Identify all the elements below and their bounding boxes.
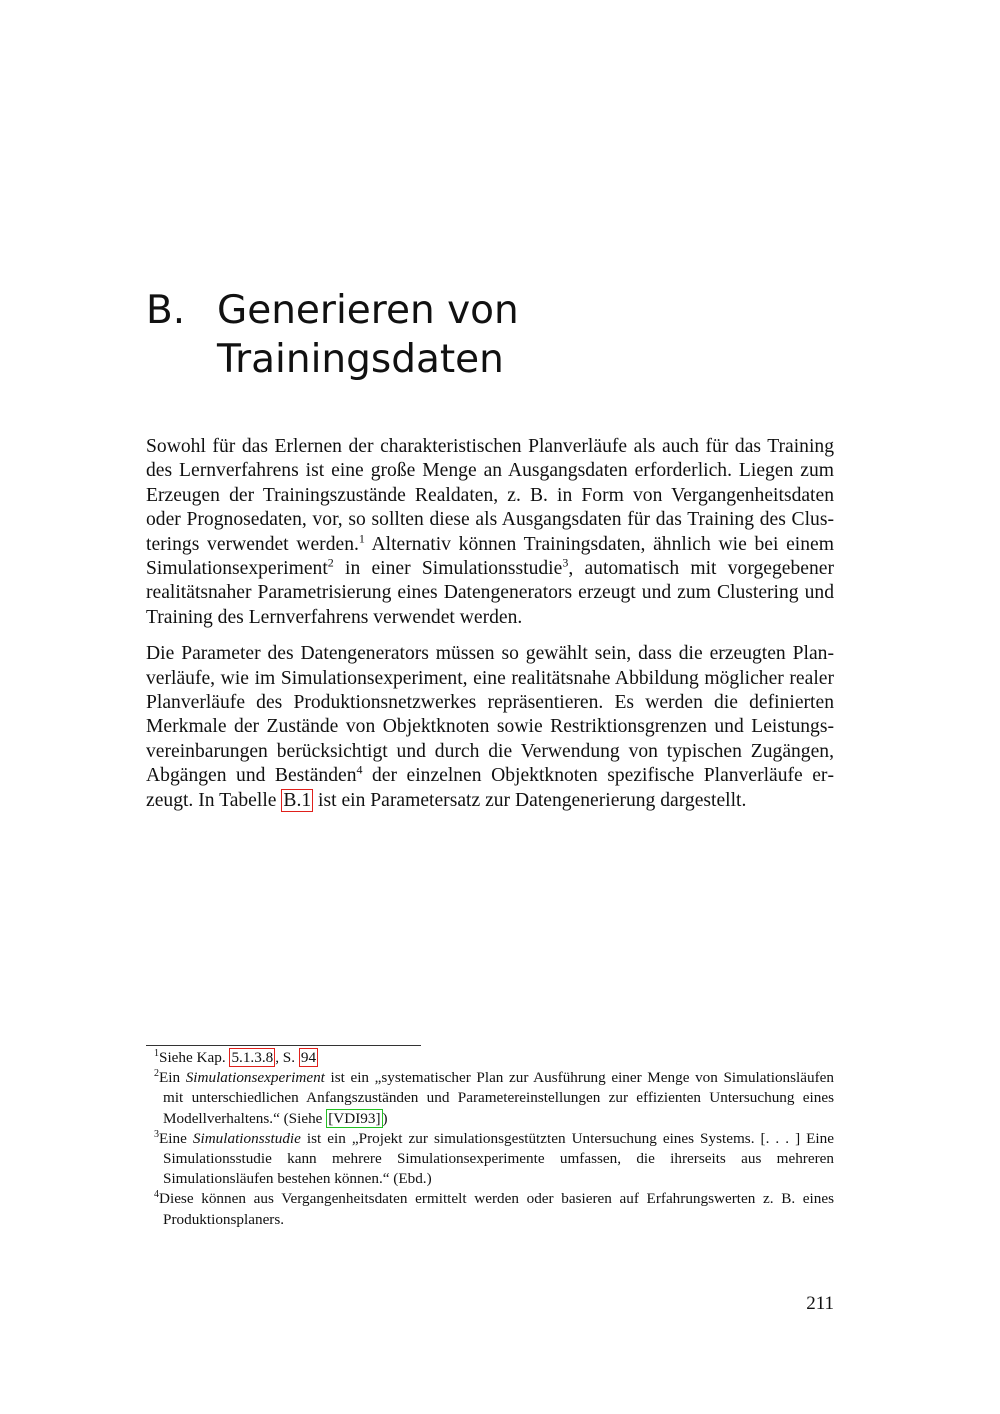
page-reference-link[interactable]: 94 xyxy=(300,1049,317,1066)
footnote-marker-2[interactable]: 2 xyxy=(327,555,334,570)
footnote-3: $^3$Eine Simulationsstudie ist ein „Projekt zur simulationsgestützten Untersuchung eines Systems. [. . . ] Eine Simulationsstudie kann mehrere Simulationsexperimente umfassen, die ihrerseits aus mehreren Simulationsläufen bestehen können.“ (Ebd.) xyxy=(154,1128,834,1188)
body-text xyxy=(146,435,834,825)
footnote-marker-1[interactable]: 1 xyxy=(358,531,365,546)
chapter-number: B. xyxy=(146,288,186,333)
chapter-title-line-2: Trainingsdaten xyxy=(217,337,504,382)
footnote-2: $^2$Ein Simulationsexperiment ist ein „systematischer Plan zur Ausführung einer Menge von Simulationsläufen mit unterschiedlichen Anfangszuständen und Parametereinstellungen zur effizienten Untersuchung eines Modellverhaltens.“ (Siehe [VDI93] ) xyxy=(154,1068,834,1127)
paragraph-2: Die Parameter des Datengenerators müssen so gewählt sein, dass die erzeugten Planverläufe, wie im Simulationsexperiment, eine realitätsnahe Abbildung möglicher realer Planverläufe des Produktionsnetzwerkes repräsentieren. Es werden die definierten Merkmale der Zustände von Objektknoten sowie Restriktionsgrenzen und Leistungsvereinbarungen berücksichtigt und durch die Verwendung von typischen Zugängen, Abgängen und Beständen$^4$ der einzelnen Objektknoten spezifische Planverläufe erzeugt. In Tabelle B.1 ist ein Parametersatz zur Datengenerierung dargestellt. xyxy=(146,643,834,811)
chapter-reference-link[interactable]: 5.1.3.8 xyxy=(231,1049,274,1066)
chapter-heading xyxy=(146,286,866,384)
footnote-1: $^1$Siehe Kap. 5.1.3.8 , S. 94 xyxy=(154,1047,317,1066)
footnote-marker-3[interactable]: 3 xyxy=(562,555,569,570)
page-number: 211 xyxy=(806,1293,834,1314)
citation-link-vdi93[interactable]: [VDI93] xyxy=(328,1109,381,1127)
table-reference-link[interactable]: B.1 xyxy=(283,789,312,811)
footnote-4: $^4$Diese können aus Vergangenheitsdaten ermittelt werden oder basieren auf Erfahrungswerten z. B. eines Produktionsplaners. xyxy=(154,1189,834,1228)
footnote-separator xyxy=(146,1045,421,1046)
footnotes xyxy=(146,1048,834,1230)
footnote-marker-4[interactable]: 4 xyxy=(356,762,363,777)
term-simulationsstudie: Simulationsstudie xyxy=(192,1129,301,1147)
paragraph-1: Sowohl für das Erlernen der charakteristischen Planverläufe als auch für das Training des Lernverfahrens ist eine große Menge an Ausgangsdaten erforderlich. Liegen zum Erzeugen der Trainingszustände Realdaten, z. B. in Form von Vergangenheitsdaten oder Prognosedaten, vor, so sollten diese als Ausgangsdaten für das Training des Clusterings verwendet werden.$^1$ Alternativ können Trainingsdaten, ähnlich wie bei einem Simulationsexperiment$^2$ in einer Simulationsstudie$^3$, automatisch mit vorgegebener realitätsnaher Parametrisierung eines Datengenerators erzeugt und zum Clustering und Training des Lernverfahrens verwendet werden. xyxy=(146,436,834,628)
term-simulationsexperiment: Simulationsexperiment xyxy=(185,1069,325,1087)
chapter-title-line-1: Generieren von xyxy=(217,288,519,333)
